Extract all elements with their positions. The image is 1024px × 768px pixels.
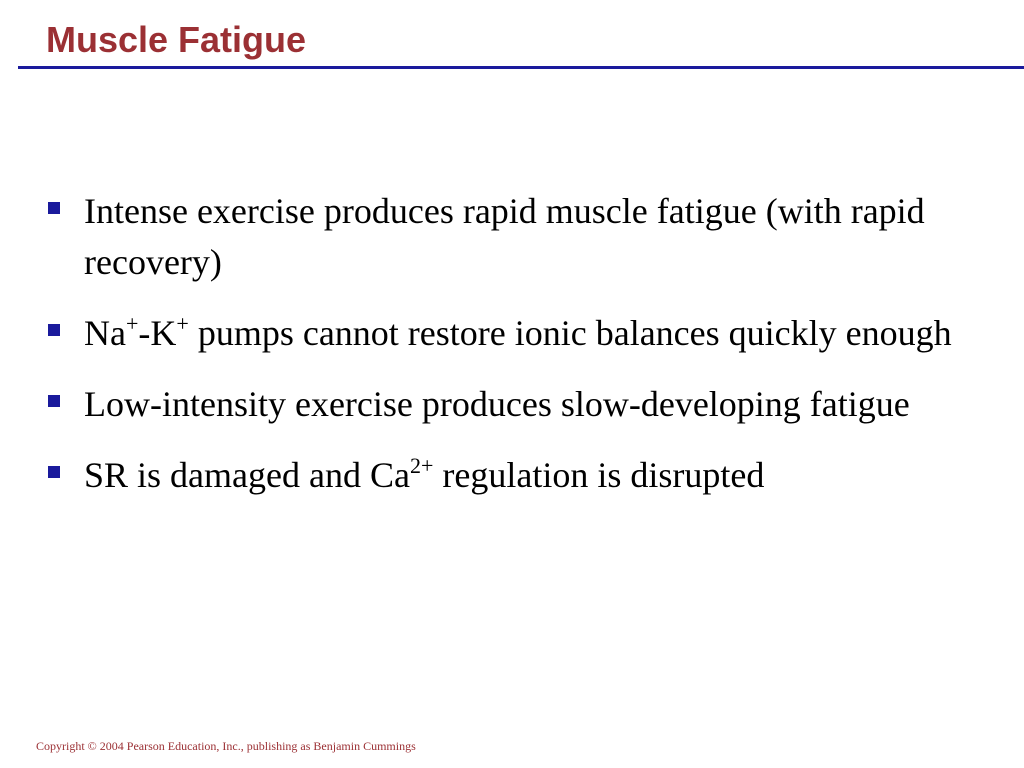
- bullet-item: [44, 308, 994, 359]
- bullet-text-part: -K: [138, 313, 177, 353]
- bullet-item: [44, 186, 994, 288]
- slide-title: Muscle Fatigue: [46, 19, 307, 60]
- superscript-charge: +: [125, 311, 139, 336]
- superscript-charge: 2+: [409, 453, 434, 478]
- bullet-list: [44, 186, 994, 521]
- bullet-text-part: SR is damaged and Ca: [84, 455, 410, 495]
- square-bullet-icon: [48, 202, 60, 214]
- bullet-text: [84, 191, 925, 282]
- superscript-charge: +: [176, 311, 189, 336]
- bullet-text: [84, 384, 910, 424]
- bullet-text-part: Intense exercise produces rapid muscle fatigue (with rapid recovery): [84, 191, 925, 282]
- title-underline: [18, 66, 1024, 69]
- bullet-text-part: Low-intensity exercise produces slow-developing fatigue: [84, 384, 910, 424]
- square-bullet-icon: [48, 466, 60, 478]
- bullet-text-part: Na: [84, 313, 126, 353]
- bullet-item: [44, 379, 994, 430]
- square-bullet-icon: [48, 395, 60, 407]
- square-bullet-icon: [48, 324, 60, 336]
- bullet-text: [84, 313, 952, 353]
- copyright-footer: Copyright © 2004 Pearson Education, Inc., publishing as Benjamin Cummings: [36, 739, 416, 753]
- bullet-item: [44, 450, 994, 501]
- bullet-text-part: pumps cannot restore ionic balances quickly enough: [188, 313, 952, 353]
- bullet-text: [84, 455, 764, 495]
- bullet-text-part: regulation is disrupted: [433, 455, 765, 495]
